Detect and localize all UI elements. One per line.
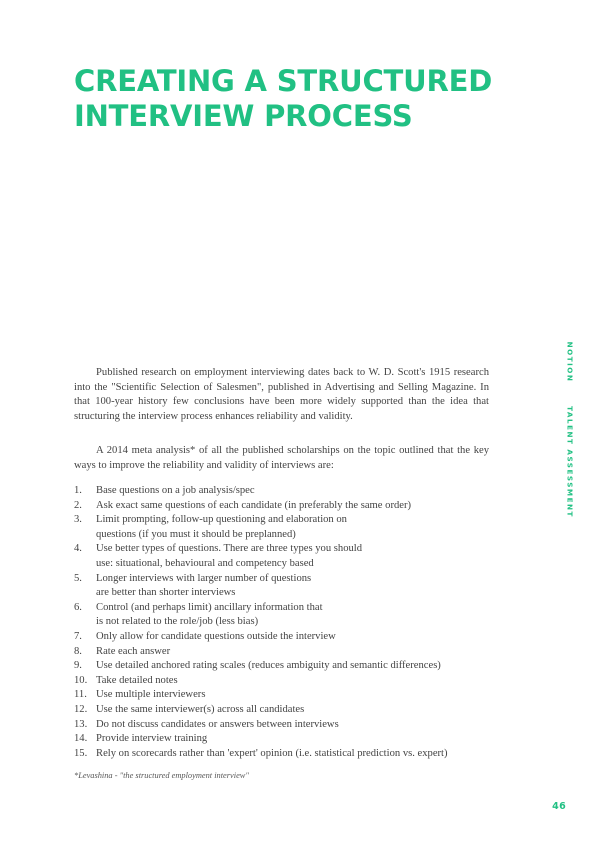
- list-item-line: Limit prompting, follow-up questioning and elaboration on: [96, 514, 347, 526]
- list-item-line: is not related to the role/job (less bias): [96, 616, 259, 628]
- list-item-text: [96, 572, 494, 601]
- list-item-text: [96, 645, 494, 660]
- list-item-line: questions (if you must it should be preplanned): [96, 528, 296, 540]
- page-number: 46: [552, 801, 566, 812]
- list-item-number: 1.: [74, 485, 82, 496]
- list-item-text: [96, 718, 494, 733]
- list-item-number: 13.: [74, 718, 88, 730]
- list-item-text: [96, 688, 494, 703]
- list-item-line: Rely on scorecards rather than 'expert' opinion (i.e. statistical prediction vs. expert): [96, 747, 448, 759]
- list-item-number: 10.: [74, 674, 88, 686]
- list-item: [74, 499, 494, 514]
- list-item: [74, 601, 494, 630]
- list-item-line: Provide interview training: [96, 733, 208, 745]
- list-item-line: Do not discuss candidates or answers between interviews: [96, 718, 339, 730]
- list-item-line: Use the same interviewer(s) across all candidates: [96, 703, 305, 715]
- list-item: [74, 703, 494, 718]
- rail-section-label: TALENT ASSESSMENT: [565, 406, 575, 518]
- list-item: [74, 630, 494, 645]
- page-title-line-1: CREATING A STRUCTURED: [74, 64, 493, 98]
- list-item-number: 11.: [74, 689, 87, 701]
- list-item-text: [96, 601, 494, 630]
- list-item-text: [96, 499, 494, 514]
- list-item-text: [96, 703, 494, 718]
- list-item-number: 7.: [74, 630, 82, 642]
- list-item-number: 5.: [74, 572, 82, 584]
- list-item-text: [96, 674, 494, 689]
- list-item-text: [96, 659, 494, 674]
- paragraph-meta-analysis: A 2014 meta analysis* of all the published scholarships on the topic outlined that the key ways to improve the reliability and validity of interviews are:: [74, 445, 489, 471]
- body-copy: [74, 366, 489, 474]
- list-item-line: Use detailed anchored rating scales (reduces ambiguity and semantic differences): [96, 660, 441, 672]
- rail-brand-label: NOTION: [565, 341, 575, 383]
- list-item: [74, 747, 494, 762]
- list-item: [74, 542, 494, 571]
- list-item: [74, 572, 494, 601]
- page-title-line-2: INTERVIEW PROCESS: [74, 99, 413, 133]
- list-item: [74, 674, 494, 689]
- list-item-number: 3.: [74, 514, 82, 526]
- list-item-line: Base questions on a job analysis/spec: [96, 485, 255, 496]
- list-item-text: [96, 747, 494, 762]
- paragraph-intro: Published research on employment interviewing dates back to W. D. Scott's 1915 research into the "Scientific Selection of Salesmen", published in Advertising and Selling Magazine. In that 100-year history few conclusions have been more widely supported than the idea that structuring the interview process enhances reliability and validity.: [74, 367, 489, 422]
- list-item-text: [96, 542, 494, 571]
- side-rail: [540, 0, 600, 852]
- list-item-line: use: situational, behavioural and competency based: [96, 557, 314, 569]
- list-item-number: 12.: [74, 703, 88, 715]
- list-item-number: 2.: [74, 499, 82, 511]
- list-item-number: 15.: [74, 747, 88, 759]
- footnote: *Levashina - "the structured employment interview": [74, 771, 249, 780]
- list-item-text: [96, 513, 494, 542]
- list-item-line: Longer interviews with larger number of questions: [96, 572, 312, 584]
- list-item-number: 6.: [74, 601, 82, 613]
- list-item: [74, 484, 494, 499]
- list-item-number: 14.: [74, 733, 88, 745]
- list-item-line: Ask exact same questions of each candidate (in preferably the same order): [96, 499, 412, 511]
- page-title: [74, 64, 494, 134]
- list-item-line: Control (and perhaps limit) ancillary information that: [96, 601, 323, 613]
- list-item: [74, 645, 494, 660]
- list-item-number: 8.: [74, 645, 82, 657]
- list-item-line: Only allow for candidate questions outside the interview: [96, 630, 336, 642]
- list-item-text: [96, 732, 494, 747]
- list-item-line: Rate each answer: [96, 645, 171, 657]
- list-item-line: are better than shorter interviews: [96, 587, 236, 599]
- list-item-line: Use multiple interviewers: [96, 689, 206, 701]
- list-item: [74, 688, 494, 703]
- list-item: [74, 513, 494, 542]
- list-item-number: 4.: [74, 543, 82, 555]
- list-item: [74, 718, 494, 733]
- list-item-text: [96, 630, 494, 645]
- list-item-text: [96, 484, 494, 499]
- list-item-line: Take detailed notes: [96, 674, 178, 686]
- numbered-list: [74, 484, 494, 761]
- list-item-number: 9.: [74, 660, 82, 672]
- list-item-line: Use better types of questions. There are three types you should: [96, 543, 363, 555]
- list-item: [74, 732, 494, 747]
- list-item: [74, 659, 494, 674]
